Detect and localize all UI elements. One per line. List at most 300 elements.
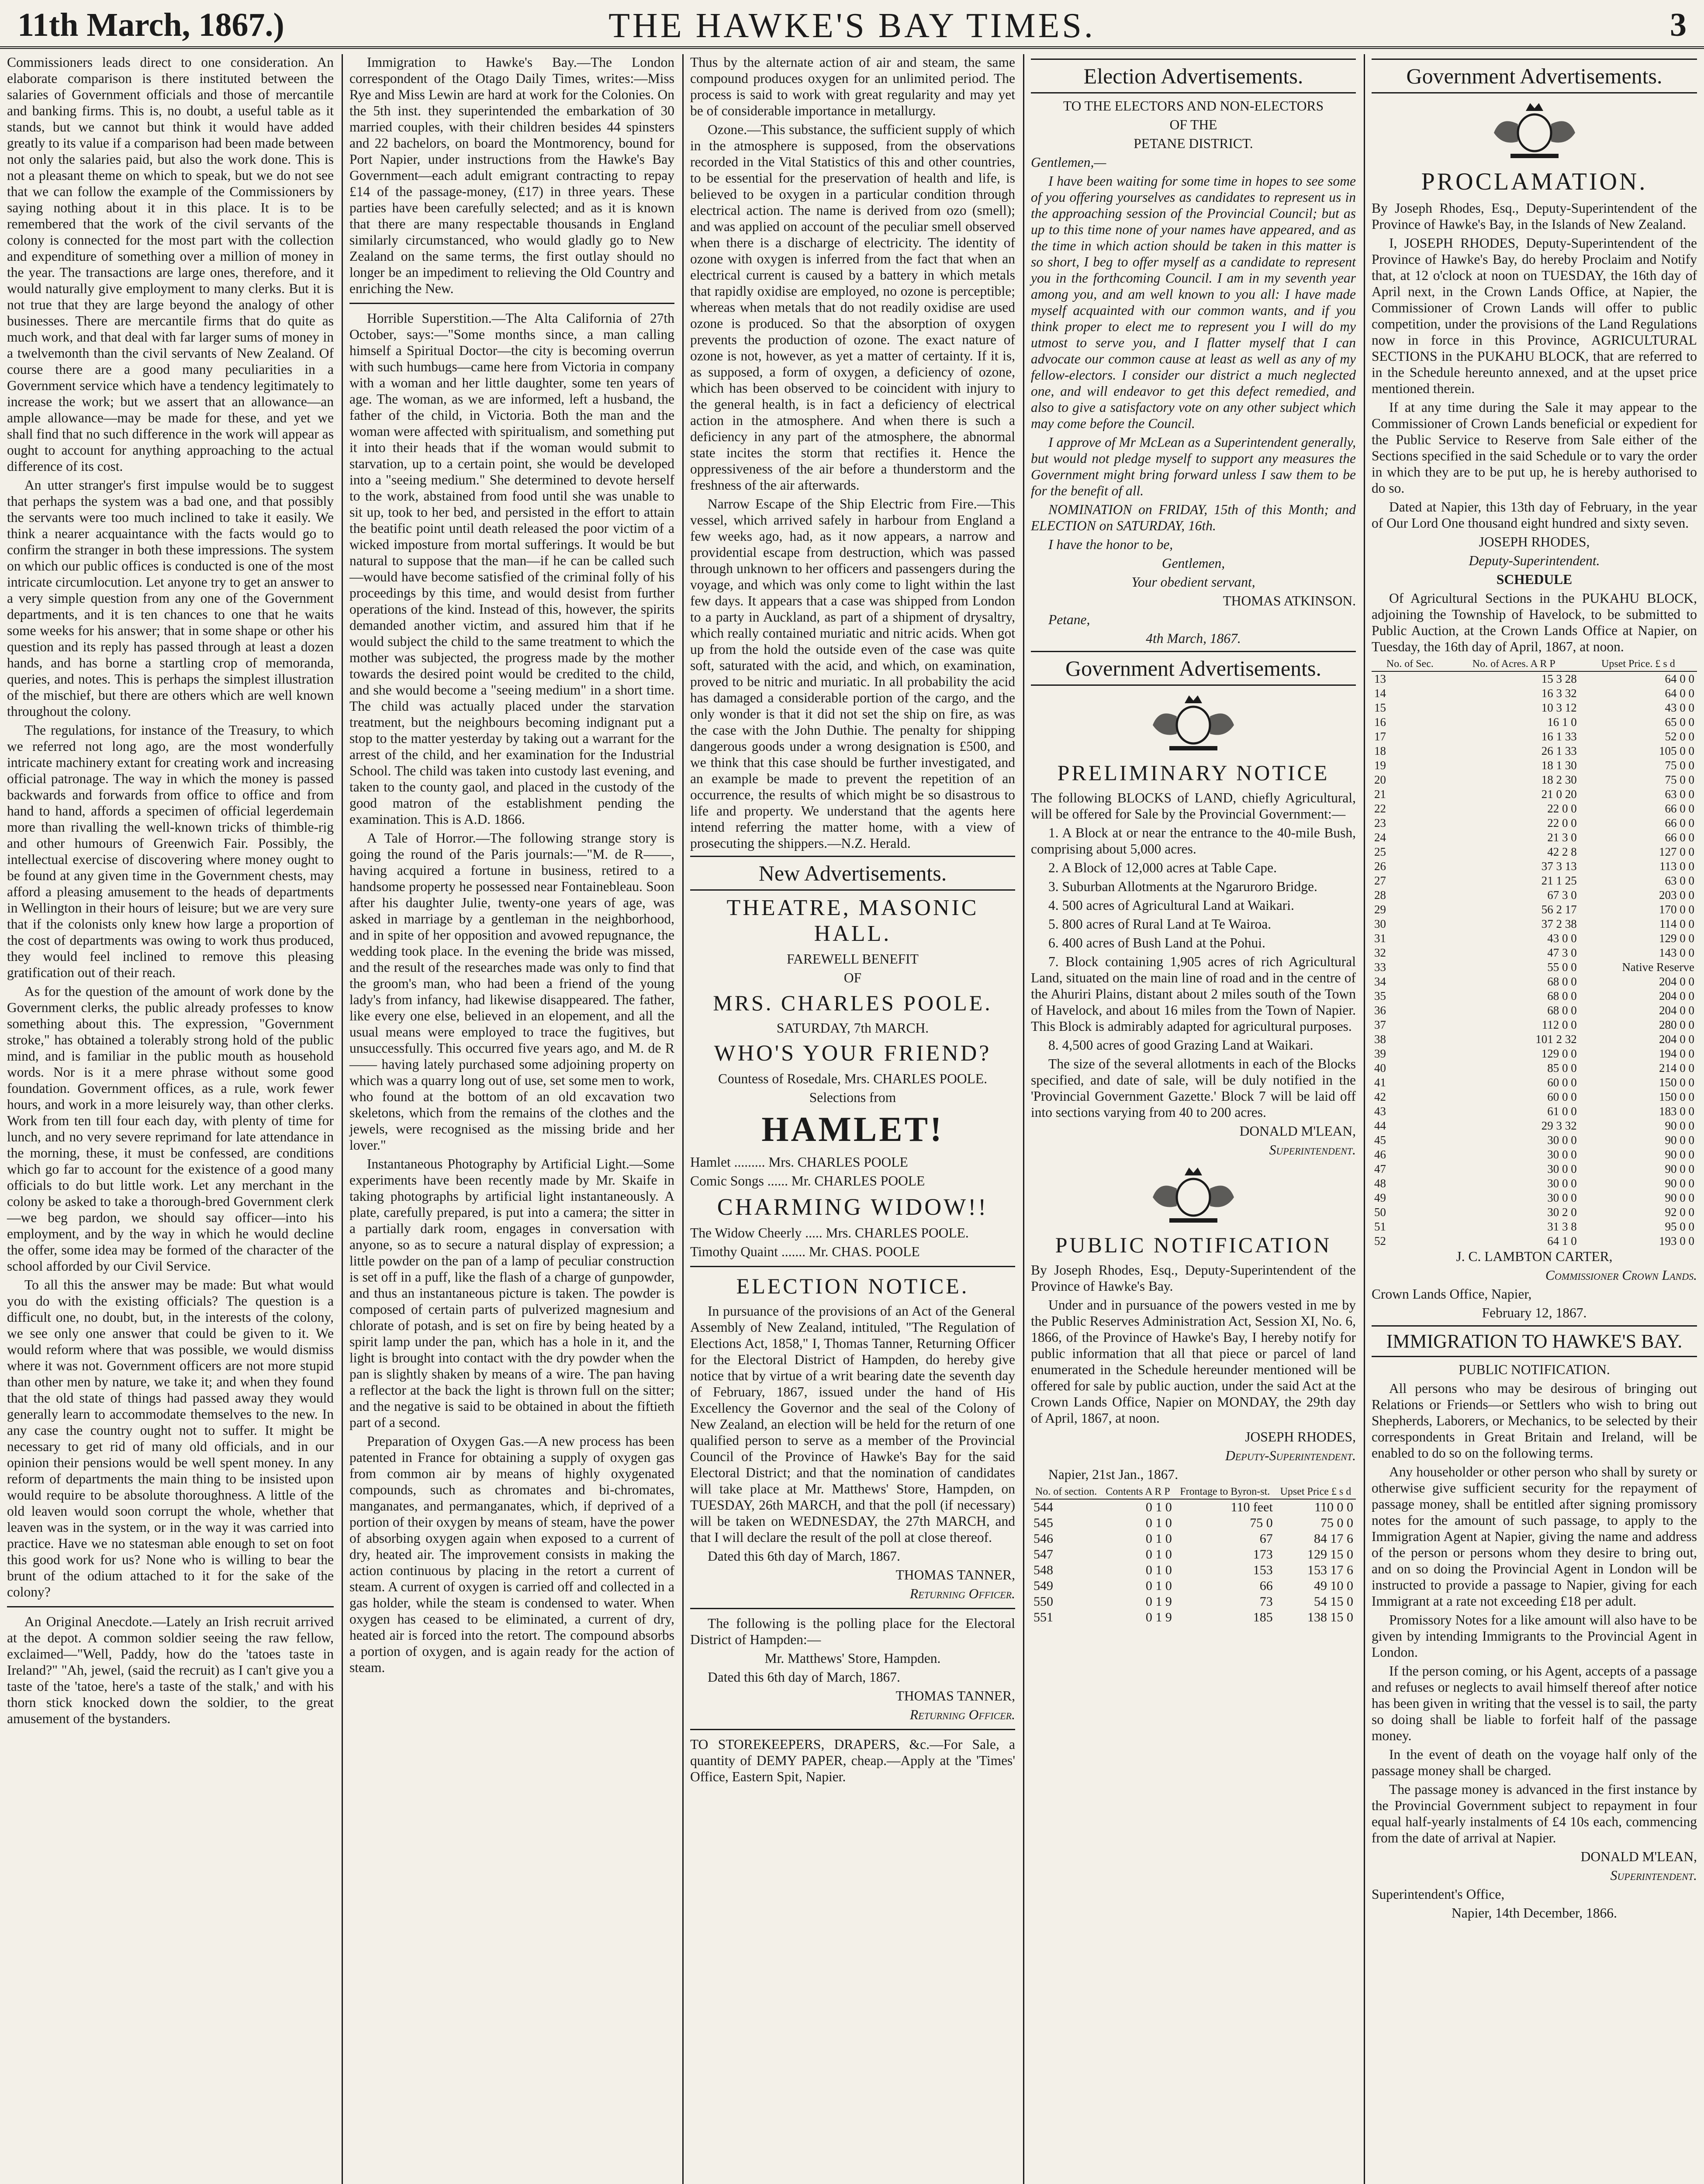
- table-cell: 32: [1374, 946, 1386, 959]
- office-line: Superintendent's Office,: [1372, 1887, 1505, 1902]
- table-cell: 0 1 0: [1145, 1531, 1172, 1546]
- table-cell: 23: [1374, 816, 1386, 829]
- storekeepers-ad: TO STOREKEEPERS, DRAPERS, &c.—For Sale, a quantity of DEMY PAPER, cheap.—Apply at the 'Times' Office, Eastern Spit, Napier.: [690, 1737, 1015, 1784]
- proclamation-by: By Joseph Rhodes, Esq., Deputy-Superintendent of the Province of Hawke's Bay, in the Islands of New Zealand.: [1372, 200, 1697, 232]
- table-row: [1372, 917, 1697, 931]
- superstition-article: Horrible Superstition.—The Alta California of 27th October, says:—"Some months since, a man calling himself a Spiritual Doctor—the city is becoming overrun with such humbugs—came here from Victoria in company with a woman and her little daughter, some ten years of age. The woman, as we are informed, left a husband, the father of the child, in Victoria. Both the man and the woman were affected with spiritualism, and something put it into their heads that if the woman would submit to starvation, up to a certain point, she would be developed into a "seeing medium." She determined to devote herself to the work, abstained from food until she was unable to sit up, took to her bed, and persisted in the effort to attain the beatific point until death released the poor victim of a wicked imposture from mortal sufferings. It would be but natural to suppose that the man—if he can be called such—would have become satisfied of the criminal folly of his proceedings by this time, and would desist from further operations of the kind. Instead of this, however, the spirits demanded another victim, and assured him that if he would subject the child to the same treatment to which the mother was subjected, the progress made by the mother towards the desired point would be credited to the child, and she would become a "seeing medium" in a short time. The child was actually placed under the starvation treatment, but the neighbours becoming indignant put a stop to the matter yesterday by taking out a warrant for the arrest of the child, and her examination for the Industrial School. The child was taken into custody last evening, and taken to the county gaol, and placed in the custody of the good matron of the establishment pending the examination. This is A.D. 1866.: [349, 311, 674, 827]
- table-header: Upset Price £ s d: [1275, 1485, 1356, 1499]
- table-cell: 21 3 0: [1547, 831, 1577, 844]
- table-cell: 30: [1374, 917, 1386, 930]
- table-cell: 150 0 0: [1659, 1090, 1694, 1103]
- table-cell: 95 0 0: [1665, 1220, 1694, 1233]
- table-cell: 18: [1374, 744, 1386, 757]
- play-title: WHO'S YOUR FRIEND?: [714, 1041, 992, 1066]
- land-block: 7. Block containing 1,905 acres of rich Agricultural Land, situated on the main line of road and in the centre of the Ahuriri Plains, distant about 2 miles south of the Town of Havelock, and about 16 miles from the Town of Napier. This Block is admirably adapted for agricultural purposes.: [1031, 954, 1356, 1034]
- section-heading: Government Advertisements.: [1031, 651, 1356, 686]
- signature: THOMAS ATKINSON.: [1223, 593, 1356, 608]
- proclamation-body: If at any time during the Sale it may appear to the Commissioner of Crown Lands beneficial or expedient for the Public Service to Reserve from Sale either of the Sections specified in the said Schedule or to vary the order in which they are to be put up, he is hereby authorised to do so.: [1372, 400, 1697, 496]
- table-cell: 37 2 38: [1541, 917, 1577, 930]
- table-cell: 16 3 32: [1541, 687, 1577, 700]
- date-line: Napier, 14th December, 1866.: [1452, 1905, 1617, 1921]
- selections-line: Selections from: [809, 1090, 896, 1105]
- table-row: [1372, 671, 1697, 686]
- table-cell: 204 0 0: [1659, 1004, 1694, 1017]
- table-cell: 64 0 0: [1665, 687, 1694, 700]
- table-cell: 75 0 0: [1665, 759, 1694, 772]
- section-heading: New Advertisements.: [690, 856, 1015, 891]
- table-cell: 66 0 0: [1665, 831, 1694, 844]
- ship-article: Narrow Escape of the Ship Electric from Fire.—This vessel, which arrived safely in harbour from England a few weeks ago, had, as it now appears, a narrow and providential escape from destruction, which was passed through unknown to her officers and passengers during the voyage, and which was only come to light within the last few days. It appears that a case was shipped from London to a party in Auckland, as part of a shipment of drysaltry, which really contained muriatic and nitric acids. When got up from the hold the outside even of the case was quite soft, saturated with the acid, and which, on examination, proved to be nitric and muriatic. In all probability the acid has damaged a considerable portion of the cargo, and the only wonder is that it did not set the ship on fire, as was the case with the John Duthie. The penalty for shipping dangerous goods under a wrong designation is £500, and we think that this case should be further investigated, and an example be made to prevent the repetition of an occurrence, the results of which might be so disastrous to life and property. We understand that the agents here intend referring the matter home, with a view of prosecuting the shippers.—N.Z. Herald.: [690, 496, 1015, 851]
- table-cell: 84 17 6: [1314, 1531, 1353, 1546]
- dated-line: Dated this 6th day of March, 1867.: [708, 1669, 900, 1685]
- table-row: [1372, 960, 1697, 975]
- divider: [349, 303, 674, 304]
- table-row: [1372, 946, 1697, 960]
- table-row: [1372, 1133, 1697, 1147]
- table-cell: 10 3 12: [1541, 701, 1577, 714]
- cast-line: The Widow Cheerly ..... Mrs. CHARLES POOLE.: [690, 1225, 969, 1241]
- table-cell: 52: [1374, 1234, 1386, 1248]
- table-cell: 52 0 0: [1665, 730, 1694, 743]
- issue-date: 11th March, 1867.): [17, 7, 284, 43]
- table-cell: 90 0 0: [1665, 1133, 1694, 1147]
- preliminary-intro: The following BLOCKS of LAND, chiefly Agricultural, will be offered for Sale by the Provincial Government:—: [1031, 790, 1356, 822]
- table-row: [1372, 816, 1697, 830]
- polling-text: The following is the polling place for the Electoral District of Hampden:—: [690, 1616, 1015, 1647]
- table-cell: 30 2 0: [1547, 1206, 1577, 1219]
- table-cell: 27: [1374, 874, 1386, 887]
- date-line: February 12, 1867.: [1482, 1305, 1587, 1320]
- table-cell: 138 15 0: [1307, 1610, 1353, 1624]
- table-cell: 39: [1374, 1047, 1386, 1060]
- office-line: Crown Lands Office, Napier,: [1372, 1286, 1532, 1302]
- article-paragraph: As for the question of the amount of work done by the Government clerks, the public already professes to know something about this. The expression, "Government stroke," has obtained a tolerably strong hold of the public mind, and is familiar in the public mouth as household words. Nor is it a mere phrase without some good foundation. Government offices, as a rule, work fewer hours, and work in a more leisurely way, than other clerks. Work from ten till four each day, with plenty of time for lunch, and no very severe reprimand for late attendance in the morning, these, it must be confessed, are conditions which go far to account for the existence of a good many officials to do but little work. Let any merchant in the colony be asked to take a thorough-bred Government clerk—we beg pardon, we should say officer—into his employment, and by the way in which he would decline the offer, some idea may be formed of the character of the school afforded by our Civil Service.: [7, 984, 334, 1274]
- table-cell: 47 3 0: [1547, 946, 1577, 959]
- table-row: [1372, 1162, 1697, 1176]
- table-header: No. of section.: [1031, 1485, 1101, 1499]
- table-cell: 85 0 0: [1547, 1061, 1577, 1075]
- table-cell: 67 3 0: [1547, 888, 1577, 902]
- table-cell: 63 0 0: [1665, 788, 1694, 801]
- newspaper-title: THE HAWKE'S BAY TIMES.: [608, 7, 1096, 45]
- table-cell: 41: [1374, 1076, 1386, 1089]
- signature-title: Commissioner Crown Lands.: [1545, 1268, 1697, 1283]
- table-cell: 15 3 28: [1541, 672, 1577, 685]
- table-cell: 75 0 0: [1320, 1516, 1353, 1530]
- proclamation-body: I, JOSEPH RHODES, Deputy-Superintendent of the Province of Hawke's Bay, do hereby Proclaim and Notify that, at 12 o'clock at noon on TUESDAY, the 16th day of April next, in the Crown Lands Office, at Napier, the Commissioner of Crown Lands will offer to public competition, under the provisions of the Land Regulations now in force in this Province, AGRICULTURAL SECTIONS in the PUKAHU BLOCK, that are referred to in the Schedule hereunto annexed, and at the upset price mentioned therein.: [1372, 235, 1697, 396]
- table-cell: 66 0 0: [1665, 816, 1694, 829]
- table-cell: 183 0 0: [1659, 1105, 1694, 1118]
- table-cell: 129 15 0: [1307, 1547, 1353, 1562]
- table-cell: 22 0 0: [1547, 802, 1577, 815]
- table-row: [1372, 1147, 1697, 1162]
- table-cell: 64 1 0: [1547, 1234, 1577, 1248]
- table-cell: 170 0 0: [1659, 903, 1694, 916]
- table-cell: 30 0 0: [1547, 1191, 1577, 1204]
- table-cell: 63 0 0: [1665, 874, 1694, 887]
- table-cell: 48: [1374, 1177, 1386, 1190]
- notification-by: By Joseph Rhodes, Esq., Deputy-Superintendent of the Province of Hawke's Bay.: [1031, 1262, 1356, 1294]
- table-cell: 68 0 0: [1547, 975, 1577, 988]
- table-row: [1372, 1104, 1697, 1119]
- land-block: 2. A Block of 12,000 acres at Table Cape.: [1048, 860, 1277, 875]
- table-cell: 16: [1374, 715, 1386, 729]
- hamlet-title: HAMLET!: [761, 1110, 944, 1149]
- table-row: [1372, 1018, 1697, 1032]
- table-cell: 550: [1033, 1594, 1053, 1609]
- schedule-table-body: [1372, 671, 1697, 1248]
- proclamation-title: PROCLAMATION.: [1421, 168, 1648, 195]
- of-line: OF: [843, 970, 862, 985]
- table-row: [1372, 874, 1697, 888]
- anecdote-paragraph: An Original Anecdote.—Lately an Irish recruit arrived at the depot. A common soldier seeing the raw fellow, exclaimed—"Well, Paddy, how do the 'tatoes taste in Ireland?" "Ah, jewel, (said the recruit) as I can't give you a taste of the 'tatoe, here's a taste of the stalk,' and with his thorn stick knocked down the soldier, to the great amusement of the bystanders.: [7, 1614, 334, 1726]
- date-line: SATURDAY, 7th MARCH.: [776, 1020, 929, 1036]
- table-header: Upset Price. £ s d: [1580, 657, 1697, 671]
- table-cell: 153 17 6: [1307, 1563, 1353, 1577]
- column-3: [683, 54, 1022, 2184]
- column-5: [1365, 54, 1704, 2184]
- table-cell: 204 0 0: [1659, 975, 1694, 988]
- benefit-name: MRS. CHARLES POOLE.: [713, 991, 992, 1015]
- divider: [690, 1729, 1015, 1730]
- section-heading: Election Advertisements.: [1031, 59, 1356, 93]
- signature: JOSEPH RHODES,: [1245, 1429, 1356, 1444]
- table-cell: 42: [1374, 1090, 1386, 1103]
- cast-line: Timothy Quaint ....... Mr. CHAS. POOLE: [690, 1244, 920, 1259]
- ozone-article: Ozone.—This substance, the sufficient supply of which in the atmosphere is supposed, from the observations recorded in the Vital Statistics of this and other countries, to be essential for the preservation of health and life, is believed to be oxygen in a particular condition through electrical action. The name is derived from ozo (smell); and was applied on account of the peculiar smell observed when there is a discharge of electricity. The identity of ozone with oxygen is inferred from the fact that when an electrical current is caused by a battery in which metals that rapidly oxidise are employed, no ozone is perceptible; whereas when metals that do not readily oxidise are used ozone is produced. So that the absorption of oxygen prevents the production of ozone. The exact nature of ozone is not, however, as yet a matter of certainty. If it is, as supposed, a form of oxygen, a deficiency of ozone, which has been observed to be coincident with injury to the general health, is in fact a deficiency of electrical action in the atmosphere. And when there is such a deficiency in any part of the atmosphere, the abnormal state incites the storm that rectifies it. Hence the oppressiveness of the air before a thunderstorm and the freshness of the air afterwards.: [690, 122, 1015, 493]
- signature-title: Superintendent.: [1610, 1868, 1697, 1883]
- table-cell: 547: [1033, 1547, 1053, 1562]
- table-cell: 112 0 0: [1542, 1018, 1577, 1031]
- table-row: [1372, 802, 1697, 816]
- table-row: [1031, 1499, 1356, 1515]
- article-paragraph: The regulations, for instance of the Treasury, to which we referred not long ago, are the most wonderfully intricate machinery extant for creating work and increasing official patronage. The way in which the money is passed backwards and forwards from office to office and from hand to hand, affords a specimen of official legerdemain more than rivalling the well-known tricks of thimble-rig and other humours of Greenwich Fair. Possibly, the intellectual exercise of discovering where money ought to be found at any given time in the Government chests, may afford a pleasing amusement to the heads of departments in Wellington in their hours of leisure; but we are very sure that if the colonists only knew how large a proportion of the cost of departments was owing to work thus produced, they would feel inclined to remove this pleasing gratification out of their reach.: [7, 722, 334, 980]
- table-cell: 90 0 0: [1665, 1177, 1694, 1190]
- table-cell: 22 0 0: [1547, 816, 1577, 829]
- table-cell: 56 2 17: [1541, 903, 1577, 916]
- immigration-heading: IMMIGRATION TO HAWKE'S BAY.: [1372, 1325, 1697, 1357]
- table-cell: 173: [1253, 1547, 1273, 1562]
- table-cell: 153: [1253, 1563, 1273, 1577]
- table-cell: 38: [1374, 1033, 1386, 1046]
- address-heading: PETANE DISTRICT.: [1134, 136, 1253, 151]
- table-cell: 21 0 20: [1541, 788, 1577, 801]
- schedule-table: [1372, 657, 1697, 1248]
- sections-table-body: [1031, 1499, 1356, 1625]
- section-heading: Government Advertisements.: [1372, 59, 1697, 93]
- land-block: 8. 4,500 acres of good Grazing Land at Waikari.: [1048, 1037, 1313, 1053]
- table-cell: 551: [1033, 1610, 1053, 1624]
- immigration-text: If the person coming, or his Agent, accepts of a passage and refuses or neglects to avail himself thereof after notice has been given in writing that the vessel is to sail, the party so doing shall be liable to forfeit half of the passage money.: [1372, 1663, 1697, 1743]
- table-header: No. of Sec.: [1372, 657, 1448, 671]
- table-row: [1372, 1047, 1697, 1061]
- immigration-subheading: PUBLIC NOTIFICATION.: [1459, 1362, 1610, 1377]
- table-cell: 30 0 0: [1547, 1133, 1577, 1147]
- table-cell: 0 1 0: [1145, 1516, 1172, 1530]
- closing-line: Gentlemen,: [1161, 556, 1225, 571]
- article-paragraph: To all this the answer may be made: But what would you do with the existing officials? The question is a difficult one, no doubt, but, in the interests of the colony, we see only one answer that could be given to it. We would reform where that was possible, we would dismiss where it was not. Government officers are not more stupid than other men by nature, we take it; and when they found that the old state of things had passed away they would generally learn to accommodate themselves to the new. In any case the country ought not to suffer. It might be necessary to get rid of many old officials, and in our opinion their pensions would be well spent money. In any reform of departments the main thing to be insisted upon would require to be absolute thoroughness. A little of the old leaven would soon corrupt the whole, whether that leaven was in the system, or in the way it was carried into practice. Have we no statesman able enough to set on foot this good work for us? None who is willing to bear the brunt of the odium attached to it for the sake of the colony?: [7, 1277, 334, 1600]
- table-cell: 544: [1033, 1500, 1053, 1514]
- table-row: [1031, 1531, 1356, 1547]
- table-cell: 204 0 0: [1659, 989, 1694, 1002]
- table-cell: 36: [1374, 1004, 1386, 1017]
- proclamation-dated: Dated at Napier, this 13th day of February, in the year of Our Lord One thousand eight hundred and sixty seven.: [1372, 499, 1697, 531]
- table-cell: 49 10 0: [1314, 1579, 1353, 1593]
- table-cell: 101 2 32: [1535, 1033, 1577, 1046]
- land-block: 4. 500 acres of Agricultural Land at Waikari.: [1048, 898, 1294, 913]
- date-line: 4th March, 1867.: [1146, 631, 1241, 646]
- land-block: 1. A Block at or near the entrance to the 40-mile Bush, comprising about 5,000 acres.: [1031, 825, 1356, 857]
- schedule-heading: SCHEDULE: [1496, 572, 1573, 587]
- immigration-text: All persons who may be desirous of bringing out Relations or Friends—or Settlers who wish to bring out Shepherds, Laborers, or Mechanics, to be selected by their correspondents in Great Britain and Ireland, will be enabled to do so on the following terms.: [1372, 1381, 1697, 1461]
- signature-title: Deputy-Superintendent.: [1225, 1448, 1356, 1463]
- table-cell: 60 0 0: [1547, 1090, 1577, 1103]
- table-row: [1031, 1515, 1356, 1531]
- table-cell: 16 1 0: [1547, 715, 1577, 729]
- dated-line: Dated this 6th day of March, 1867.: [708, 1548, 900, 1564]
- table-cell: 21: [1374, 788, 1386, 801]
- land-block: 3. Suburban Allotments at the Ngaruroro Bridge.: [1048, 879, 1317, 894]
- table-cell: 185: [1253, 1610, 1273, 1624]
- table-cell: 0 1 0: [1145, 1547, 1172, 1562]
- signature-title: Superintendent.: [1269, 1142, 1356, 1158]
- table-cell: 43 0 0: [1547, 932, 1577, 945]
- table-cell: 51: [1374, 1220, 1386, 1233]
- signature-title: Deputy-Superintendent.: [1469, 553, 1600, 568]
- table-row: [1372, 715, 1697, 729]
- photography-article: Instantaneous Photography by Artificial Light.—Some experiments have been recently made by Mr. Skaife in taking photographs by artificial light instantaneously. A plate, carefully prepared, is put into a camera; the sitter in a partially dark room, engages in conversation with anyone, so as to secure a natural display of expression; a little powder on the pan of a lamp of peculiar construction is set off in a puff, like the flash of a charge of gunpowder, and thus an instantaneous picture is taken. The powder is composed of certain parts of pulverized magnesium and chlorate of potash, and is set on fire by being heated by a spirit lamp under the pan, which has a hole in it, and the light is brought into contact with the dry powder when the pan is slightly shaken by means of a wire. The pan having a reflector at the back the light is thrown full on the sitter; and the negative is said to be obtained in about the fiftieth part of a second.: [349, 1156, 674, 1430]
- table-row: [1372, 1090, 1697, 1104]
- table-cell: 46: [1374, 1148, 1386, 1161]
- table-cell: 129 0 0: [1659, 932, 1694, 945]
- table-cell: 31: [1374, 932, 1386, 945]
- table-cell: 67: [1259, 1531, 1273, 1546]
- table-cell: 105 0 0: [1659, 744, 1694, 757]
- preliminary-title: PRELIMINARY NOTICE: [1057, 760, 1330, 785]
- table-row: [1372, 686, 1697, 701]
- signature: DONALD M'LEAN,: [1239, 1123, 1356, 1139]
- table-cell: 22: [1374, 802, 1386, 815]
- table-cell: 45: [1374, 1133, 1386, 1147]
- table-cell: 18 2 30: [1541, 773, 1577, 786]
- divider: [690, 1266, 1015, 1267]
- table-cell: 26: [1374, 860, 1386, 873]
- table-cell: 21 1 25: [1541, 874, 1577, 887]
- theatre-title: THEATRE, MASONIC HALL.: [726, 895, 979, 946]
- table-row: [1372, 1032, 1697, 1047]
- column-4: [1024, 54, 1363, 2184]
- table-cell: 31 3 8: [1547, 1220, 1577, 1233]
- election-notice-text: In pursuance of the provisions of an Act of the General Assembly of New Zealand, intituled, "The Regulation of Elections Act, 1858," I, Thomas Tanner, Returning Officer for the Electoral District of Hampden, do hereby give notice that by virtue of a writ bearing date the seventh day of February, 1867, issued under the hand of His Excellency the Governor and the seal of the Colony of New Zealand, an election will be held for the return of one qualified person to serve as a member of the Provincial Council of the Province of Hawke's Bay for the said Electoral District; and that the nomination of candidates will take place at Mr. Matthews' Store, Hampden, on TUESDAY, 26th MARCH, and that the poll (if necessary) will be taken on WEDNESDAY, the 27th MARCH, and that I will declare the result of the poll at close thereof.: [690, 1303, 1015, 1545]
- table-cell: 35: [1374, 989, 1386, 1002]
- table-cell: 55 0 0: [1547, 961, 1577, 974]
- table-row: [1031, 1578, 1356, 1594]
- table-cell: 75 0: [1250, 1516, 1273, 1530]
- table-cell: 0 1 9: [1145, 1594, 1172, 1609]
- table-cell: Native Reserve: [1622, 961, 1694, 974]
- table-cell: 66 0 0: [1665, 802, 1694, 815]
- page-number: 3: [1670, 7, 1687, 43]
- table-header: No. of Acres. A R P: [1448, 657, 1580, 671]
- nomination-line: NOMINATION on FRIDAY, 15th of this Month; and ELECTION on SATURDAY, 16th.: [1031, 502, 1356, 533]
- place-line: Petane,: [1048, 612, 1090, 627]
- table-cell: 30 0 0: [1547, 1162, 1577, 1175]
- table-cell: 127 0 0: [1659, 845, 1694, 858]
- signature-title: Returning Officer.: [909, 1707, 1015, 1722]
- table-row: [1372, 1234, 1697, 1248]
- table-cell: 34: [1374, 975, 1386, 988]
- royal-crest-icon: [1143, 1162, 1244, 1228]
- table-cell: 114 0 0: [1659, 917, 1694, 930]
- table-cell: 42 2 8: [1547, 845, 1577, 858]
- table-cell: 66: [1259, 1579, 1273, 1593]
- immigration-article: Immigration to Hawke's Bay.—The London correspondent of the Otago Daily Times, writes:—Miss Rye and Miss Lewin are hard at work for the Colonies. On the 5th inst. they superintended the embarkation of 30 married couples, with their children besides 44 spinsters and 22 bachelors, on board the Montmorency, bound for Port Napier, under instructions from the Hawke's Bay Government—each adult emigrant contracting to repay £14 of the passage-money, (£17) in three years. These parties have been carefully selected; and as it is known that there are many respectable thousands in England similarly circumstanced, who would gladly go to New Zealand on the same terms, the first outlay should no longer be an impediment to relieving the Old Country and enriching the New.: [349, 55, 674, 296]
- table-cell: 15: [1374, 701, 1386, 714]
- table-cell: 194 0 0: [1659, 1047, 1694, 1060]
- table-row: [1372, 701, 1697, 715]
- article-paragraph: An utter stranger's first impulse would be to suggest that perhaps the system was a bad one, and that possibly the servants were too much inclined to take it easily. We think a nearer acquaintance with the facts would go to confirm the stranger in both these impressions. The system on which our public offices is conducted is one of the most intricate circumlocution. Let anyone try to get an answer to a very simple question from any one of the Government departments, and it is ten chances to one that he waits some weeks for his answer; that in some shape or other his question and its reply has passed through at least a dozen hands, and has borne a startling crop of memoranda, queries, and notes. This is perhaps the simplest illustration of the mischief, but there are others which are well known throughout the colony.: [7, 477, 334, 719]
- table-row: [1372, 787, 1697, 802]
- table-row: [1372, 1176, 1697, 1191]
- table-cell: 54 15 0: [1314, 1594, 1353, 1609]
- table-row: [1031, 1562, 1356, 1578]
- horror-article: A Tale of Horror.—The following strange story is going the round of the Paris journals:—"M. de R——, having acquired a fortune in business, retired to a handsome property he possessed near Fontainebleau. Soon after his daughter Julie, twenty-one years of age, was asked in marriage by a gentleman in the neighborhood, and in spite of her opposition and avowed repugnance, the wedding took place. In the evening the bride was missed, and the result of the researches made was only to find that the groom's man, who had been a friend of the young lady's from infancy, had likewise disappeared. The father, like every one else, believed in an elopement, and all the usual means were employed to trace the fugitives, but unsuccessfully. This occurred five years ago, and M. de R—— having lately purchased some adjoining property on which was a quarry long out of use, set some men to work, who found at the bottom of an old excavation two skeletons, which from the remains of the clothes and the jewels, were recognised as the missing bride and her lover.": [349, 830, 674, 1153]
- table-cell: 61 0 0: [1547, 1105, 1577, 1118]
- table-row: [1372, 888, 1697, 902]
- table-cell: 17: [1374, 730, 1386, 743]
- table-row: [1372, 1075, 1697, 1090]
- table-cell: 90 0 0: [1665, 1191, 1694, 1204]
- table-row: [1031, 1594, 1356, 1610]
- oxygen-continued: Thus by the alternate action of air and steam, the same compound produces oxygen for an unlimited period. The process is said to work with great regularity and may yet be of considerable importance in metallurgy.: [690, 55, 1015, 118]
- table-cell: 214 0 0: [1659, 1061, 1694, 1075]
- table-cell: 548: [1033, 1563, 1053, 1577]
- table-cell: 37 3 13: [1541, 860, 1577, 873]
- table-cell: 193 0 0: [1659, 1234, 1694, 1248]
- royal-crest-icon: [1484, 98, 1585, 163]
- table-cell: 30 0 0: [1547, 1177, 1577, 1190]
- table-cell: 30 0 0: [1547, 1148, 1577, 1161]
- table-cell: 29 3 32: [1541, 1119, 1577, 1132]
- table-cell: 29: [1374, 903, 1386, 916]
- table-cell: 24: [1374, 831, 1386, 844]
- cast-line: Hamlet ......... Mrs. CHARLES POOLE: [690, 1154, 908, 1170]
- table-cell: 143 0 0: [1659, 946, 1694, 959]
- table-cell: 65 0 0: [1665, 715, 1694, 729]
- table-cell: 75 0 0: [1665, 773, 1694, 786]
- table-row: [1372, 845, 1697, 859]
- table-row: [1372, 744, 1697, 758]
- schedule-text: Of Agricultural Sections in the PUKAHU BLOCK, adjoining the Township of Havelock, to be submitted to Public Auction, at the Crown Lands Office at Napier, on Tuesday, the 16th day of April, 1867, at noon.: [1372, 591, 1697, 654]
- signature: THOMAS TANNER,: [895, 1688, 1015, 1704]
- column-2: [342, 54, 681, 2184]
- oxygen-article: Preparation of Oxygen Gas.—A new process has been patented in France for obtaining a supply of oxygen gas from common air by means of highly oxygenated compounds, such as chromates and bi-chromates, manganates, and permanganates, which, if deprived of a portion of their oxygen by means of steam, have the power of absorbing oxygen again when exposed to a current of dry, heated air. The improvement consists in making the action continuous by placing in the retort a current of steam. A current of oxygen is carried off and collected in a gas holder, while the steam is condensed to water. When oxygen has ceased to be eliminated, a current of dry, heated air is forced into the retort. The compound absorbs a portion of oxygen, and is again ready for the action of steam.: [349, 1434, 674, 1675]
- farewell-line: FAREWELL BENEFIT: [787, 951, 919, 967]
- table-cell: 19: [1374, 759, 1386, 772]
- land-block: 5. 800 acres of Rural Land at Te Wairoa.: [1048, 916, 1272, 932]
- table-row: [1372, 729, 1697, 744]
- table-cell: 25: [1374, 845, 1386, 858]
- table-cell: 129 0 0: [1541, 1047, 1577, 1060]
- column-1: [0, 54, 341, 2184]
- article-paragraph: Commissioners leads direct to one consideration. An elaborate comparison is there instituted between the salaries of Government officials and those of mercantile and banking firms. This is, no doubt, a useful table as it stands, but we cannot but think it would have added greatly to its value if a comparison had been made between not only the salaries paid, but also the work done. This is not a pleasant theme on which to speak, but we do not see that we can follow the example of the Commissioners by saying nothing about it in this place. It is to be remembered that the work of the civil servants of the colony is connected for the most part with the collection and expenditure of something over a million of money in the year. The transactions are large ones, therefore, and it would naturally give employment to many clerks. But it is not true that they are large beyond the analogy of other businesses. There are mercantile firms that do quite as much work, and that deal with far larger sums of money in a twelvemonth than the civil servants of New Zealand. Of course there are a good many peculiarities in a Government service which have a tendency legitimately to increase the work; but we assert that an allowance—an ample allowance—may be made for these, and yet we shall find that no such difference in the work will appear as ought to account for anything approaching to the actual difference of its cost.: [7, 55, 334, 474]
- date-line: Napier, 21st Jan., 1867.: [1048, 1467, 1179, 1482]
- table-row: [1372, 931, 1697, 946]
- table-row: [1372, 830, 1697, 845]
- table-cell: 28: [1374, 888, 1386, 902]
- table-header: Contents A R P: [1101, 1485, 1175, 1499]
- table-cell: 49: [1374, 1191, 1386, 1204]
- table-row: [1372, 1191, 1697, 1205]
- public-notification-title: PUBLIC NOTIFICATION: [1055, 1233, 1332, 1257]
- divider: [7, 1606, 334, 1607]
- polling-place: Mr. Matthews' Store, Hampden.: [764, 1651, 941, 1666]
- notification-body: Under and in pursuance of the powers vested in me by the Public Reserves Administration Act, Session XI, No. 6, 1866, of the Province of Hawke's Bay, I hereby notify for public information that all that piece or parcel of land enumerated in the Schedule hereunder mentioned will be offered for sale by public auction, under the said Act at the Crown Lands Office, Napier on MONDAY, the 29th day of April, 1867, at noon.: [1031, 1297, 1356, 1426]
- table-cell: 40: [1374, 1061, 1386, 1075]
- election-notice-title: ELECTION NOTICE.: [736, 1274, 969, 1298]
- candidate-letter: I approve of Mr McLean as a Superintendent generally, but would not pledge myself to support any measures the Government might bring forward unless I saw them to be for the benefit of all.: [1031, 435, 1356, 498]
- table-cell: 37: [1374, 1018, 1386, 1031]
- table-cell: 204 0 0: [1659, 1033, 1694, 1046]
- table-row: [1372, 1061, 1697, 1075]
- masthead: [0, 0, 1704, 49]
- immigration-text: Promissory Notes for a like amount will also have to be given by intending Immigrants to the Provincial Agent in London.: [1372, 1612, 1697, 1660]
- table-cell: 73: [1259, 1594, 1273, 1609]
- table-cell: 0 1 0: [1145, 1563, 1172, 1577]
- table-cell: 0 1 9: [1145, 1610, 1172, 1624]
- table-cell: 43: [1374, 1105, 1386, 1118]
- preliminary-note: The size of the several allotments in each of the Blocks specified, and date of sale, will be duly notified in the 'Provincial Government Gazette.' Block 7 will be laid off into sections varying from 40 to 200 acres.: [1031, 1056, 1356, 1120]
- table-cell: 47: [1374, 1162, 1386, 1175]
- salutation: Gentlemen,—: [1031, 155, 1106, 170]
- table-cell: 60 0 0: [1547, 1076, 1577, 1089]
- table-cell: 33: [1374, 961, 1386, 974]
- table-cell: 68 0 0: [1547, 1004, 1577, 1017]
- table-row: [1031, 1610, 1356, 1625]
- candidate-letter: I have been waiting for some time in hopes to see some of you offering yourselves as candidates to represent us in the approaching session of the Provincial Council; but as up to this time none of your names have appeared, and as the time in which action should be taken in this matter is so short, I beg to offer myself as a candidate to represent you in the forthcoming Council. I am in my seventh year among you, and am well known to you all: I have made myself acquainted with our common wants, and if you think proper to elect me to represent you I will do my utmost to serve you, and I flatter myself that I can advocate our common cause at least as well as any of my fellow-electors. I consider our district a much neglected one, and will endeavor to get this defect remedied, and also to give a satisfactory vote on any other subject which may come before the Council.: [1031, 173, 1356, 431]
- table-row: [1031, 1547, 1356, 1562]
- royal-crest-icon: [1143, 690, 1244, 756]
- divider: [690, 1608, 1015, 1609]
- table-row: [1372, 902, 1697, 917]
- table-cell: 90 0 0: [1665, 1162, 1694, 1175]
- table-cell: 110 feet: [1230, 1500, 1273, 1514]
- table-cell: 43 0 0: [1665, 701, 1694, 714]
- table-row: [1372, 1003, 1697, 1018]
- immigration-text: The passage money is advanced in the first instance by the Provincial Government subject to repayment in four equal half-yearly instalments of £4 10s each, commencing from the date of arrival at Napier.: [1372, 1782, 1697, 1845]
- table-cell: 546: [1033, 1531, 1053, 1546]
- table-cell: 44: [1374, 1119, 1386, 1132]
- table-cell: 50: [1374, 1206, 1386, 1219]
- table-cell: 113 0 0: [1659, 860, 1694, 873]
- signature: J. C. LAMBTON CARTER,: [1456, 1249, 1613, 1264]
- cast-line: Comic Songs ...... Mr. CHARLES POOLE: [690, 1173, 925, 1189]
- table-cell: 68 0 0: [1547, 989, 1577, 1002]
- table-row: [1372, 758, 1697, 773]
- table-row: [1372, 1220, 1697, 1234]
- table-cell: 92 0 0: [1665, 1206, 1694, 1219]
- table-cell: 150 0 0: [1659, 1076, 1694, 1089]
- table-cell: 13: [1374, 672, 1386, 685]
- table-cell: 14: [1374, 687, 1386, 700]
- address-heading: OF THE: [1169, 117, 1217, 132]
- table-row: [1372, 1119, 1697, 1133]
- table-cell: 16 1 33: [1541, 730, 1577, 743]
- closing-line: Your obedient servant,: [1131, 574, 1255, 590]
- address-heading: TO THE ELECTORS AND NON-ELECTORS: [1063, 98, 1324, 114]
- table-row: [1372, 773, 1697, 787]
- immigration-text: Any householder or other person who shall by surety or otherwise give sufficient security for the repayment of passage money, shall be entitled after signing promissory notes for the amount of such passage, to apply to the Immigration Agent at Napier, giving the name and address of the person or persons whom they desire to bring out, and on so doing the Provincial Agent in London will be instructed to provide a passage to Napier, giving for each Immigrant at a rate not exceeding £18 per adult.: [1372, 1464, 1697, 1609]
